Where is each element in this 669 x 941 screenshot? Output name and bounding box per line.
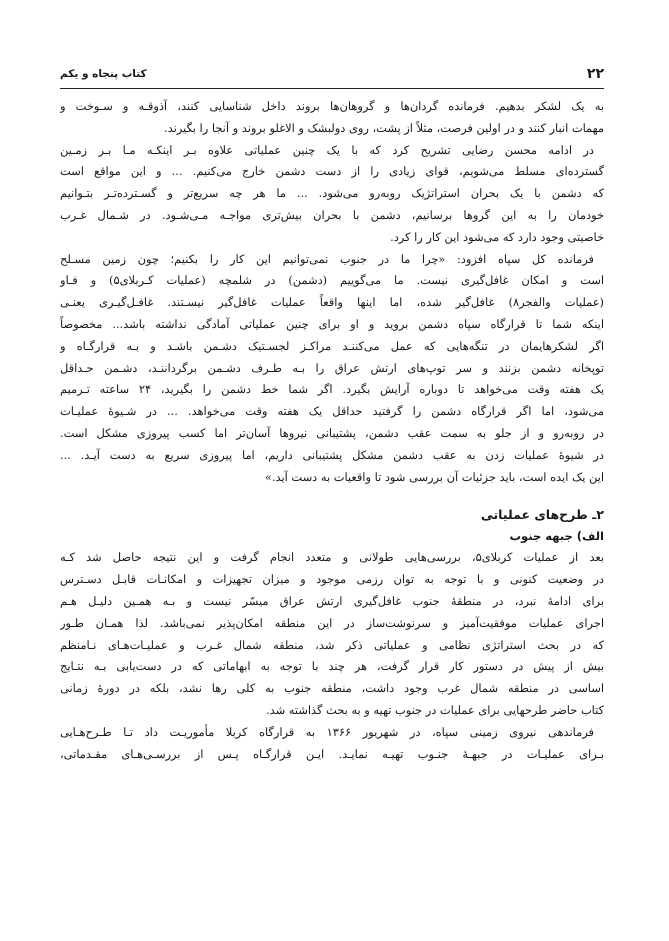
text-line: می‌شود، اما اگر قرارگاه دشمن را گرفتید حداقل یک هفته وقت می‌خواهد. ... در شـیوۀ عملیـات (60, 404, 604, 419)
page-body (60, 96, 604, 765)
text-line: (عملیات والفجر۸) غافل‌گیر شده، اما اینها واقعاً عملیات غافل‌گیر نیسـتند. غافـل‌گیـری یعنـی (60, 295, 604, 310)
header-rule (60, 88, 604, 89)
text-line: که در بحث استراتژی نظامی و عملیاتی ذکر شد، منطقه شمال غـرب و عملیـات‌هـای نـامنظم (60, 637, 604, 652)
paragraph (60, 249, 604, 489)
page-header (60, 66, 604, 86)
text-line: فرماندهی نیروی زمینی سپاه، در شهریور ۱۳۶۶ به قرارگاه کربلا مأموریـت داد تـا طـرح‌هـایی (60, 724, 594, 739)
page-number: ۲۲ (586, 66, 604, 82)
text-line: اساسی در منطقه شمال غرب وجود داشت، منطقه جنوب به کلی رها نشد، بلکه در دورۀ زمانی (60, 681, 604, 696)
text-line: برای ادامۀ نبرد، در منطقۀ جنوب غافل‌گیری ارتش عراق میسّر نیست و بـه همـین دلیـل هـم (60, 593, 604, 608)
text-line: بیش از پیش در دستور کار قرار گرفت، هر چند با توجه به ابهاماتی که در دست‌یابی بـه نتـایج (60, 659, 604, 674)
section-spacer (60, 488, 604, 504)
text-line: اجرای عملیات موفقیت‌آمیز و سرنوشت‌ساز در این منطقه امکان‌پذیر نمی‌باشد. لذا همـان طـور (60, 615, 604, 630)
text-line: یک هفته وقت می‌خواهد تا دوباره آرایش بگیرد. اگر شما خط دشمن را بگیرید، ۲۴ ساعته تـرمیم (60, 382, 604, 397)
paragraph (60, 547, 604, 721)
section-heading: ۲ـ طرح‌های عملیاتی (480, 507, 604, 523)
paragraph (60, 140, 604, 249)
text-line: به یک لشکر بدهیم. فرمانده گردان‌ها و گروهان‌ها بروند داخل شناسایی کنند، آذوقـه و سـوخت و (60, 99, 604, 113)
text-line: است و امکان غافل‌گیری نیست. ما می‌گوییم (دشمن) در شلمچه (عملیات کـربلای۵) و فـاو (60, 273, 604, 288)
text-line: این یک ایده است، باید جزئیات آن بررسی شود تا واقعیات به دست آید.» (264, 469, 604, 484)
text-line: کتاب حاضر طرحهایی برای عملیات در جنوب تهیه و به بحث گذاشته شد. (266, 702, 604, 717)
text-line: در روبه‌رو و از جلو به سمت عقب دشمن، پشتیبانی نیروها آسان‌تر اما کسب پیروزی مشکل است. (60, 425, 604, 440)
text-line: فرمانده کل سپاه افزود: «چرا ما در جنوب نمی‌توانیم این کار را بکنیم؛ چون زمین مسـلح (60, 251, 594, 266)
text-line: در ادامه محسن رضایی تشریح کرد که با یک چنین عملیاتی علاوه بـر اینکـه مـا بـر زمـین (60, 142, 594, 157)
paragraph (60, 96, 604, 140)
text-line: که دشمن با یک بحران استراتژیک روبه‌رو می‌شود. ... ما هر چه سریع‌تر و گسـترده‌تـر بتـوانیم (60, 186, 604, 201)
text-line: اینکه شما تا قرارگاه سپاه دشمن بروید و او برای چنین عملیاتی آمادگی نداشته باشد... مخصوصاً (60, 316, 604, 331)
text-line: مهمات انبار کنند و در اولین فرصت، مثلاً از پشت، روی دولبشک و الاغلو بروند و آنجا را بگیرند. (163, 120, 604, 135)
text-line: اگر لشکرهایمان در تنگه‌هایی که عمل می‌کننـد مراکـز لجسـتیک دشـمن باشـد و بـه قرارگـاه و (60, 338, 604, 353)
text-line: بـرای عملیـات در جبهـۀ جنـوب تهیـه نمایـد. ایـن قرارگـاه پـس از بررسـی‌هـای مقـدماتی، (60, 746, 604, 761)
text-line: گسترده‌ای مسلط می‌شویم، قوای زیادی را از دست دشمن خارج می‌کنیم. ... و این مواقع است (60, 164, 604, 179)
text-line: خودمان را به این گروها برسانیم، دشمن با بحران بیش‌تری مواجـه مـی‌شـود. در شـمال غـرب (60, 207, 604, 222)
text-line: در شیوۀ عملیات زدن به عقب دشمن مشکل پشتیبانی داریم، اما پیروزی سریع به دست آیـد. ... (60, 447, 604, 462)
text-line: بعد از عملیات کربلای۵، بررسی‌هایی طولانی و متعدد انجام گرفت و این نتیجه حاصل شد کـه (60, 550, 604, 565)
paragraph (60, 722, 604, 766)
subsection-heading: الف) جبهه جنوب (509, 529, 604, 544)
text-line: خاصیتی وجود دارد که می‌شود این کار را کرد. (390, 229, 604, 244)
text-line: در وضعیت کنونی و با توجه به توان رزمی موجود و میزان تجهیزات و امکانـات قابـل دسـترس (60, 572, 604, 587)
text-line: توپخانه دشمن بزنند و سر توپ‌های ارتش عراق را بـه طـرف دشـمن برگرداننـد، دشـمن حـداقل (60, 360, 604, 375)
running-title: کتاب پنجاه و یکم (60, 68, 147, 80)
